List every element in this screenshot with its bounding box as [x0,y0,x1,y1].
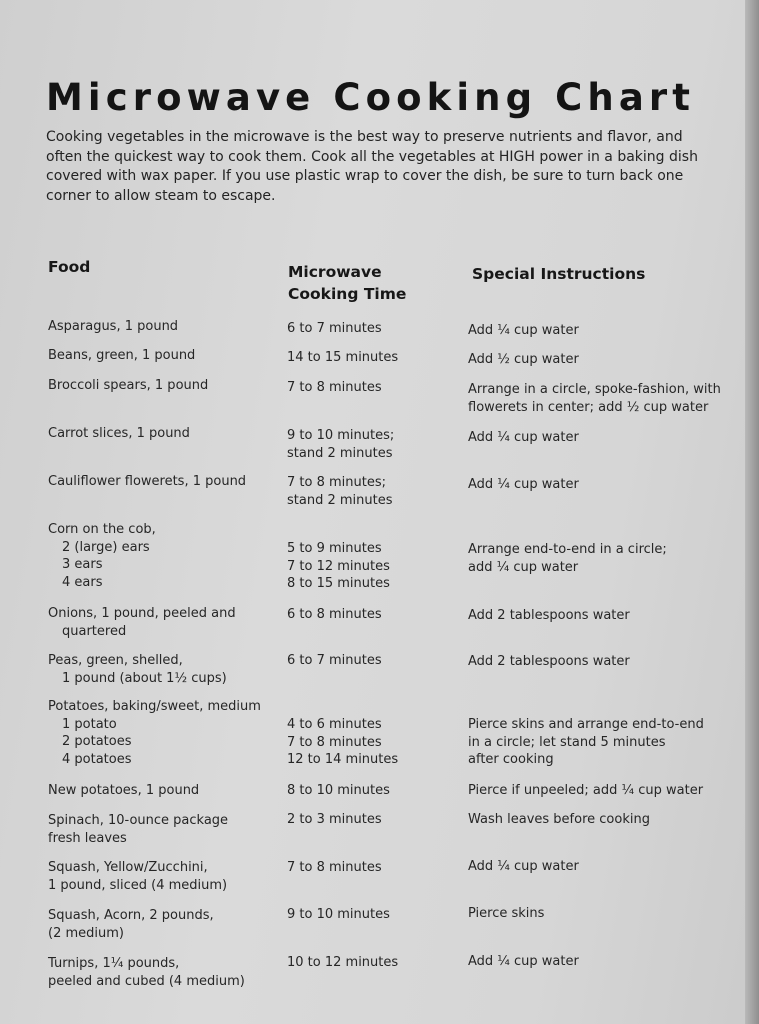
time-line: 7 to 12 minutes [287,558,390,574]
time-line: 9 to 10 minutes [287,907,390,922]
food-cell [48,859,227,894]
instructions-cell [468,351,579,369]
food-cell [48,473,246,491]
header-instructions [472,263,645,285]
instructions-line: Wash leaves before cooking [468,812,650,827]
food-line: 1 pound (about 1½ cups) [62,670,227,686]
time-line: 7 to 8 minutes [287,734,382,750]
instructions-line: Pierce if unpeeled; add ¼ cup water [468,783,704,798]
time-line: 6 to 7 minutes [287,653,382,668]
food-cell [48,782,199,800]
time-line: 7 to 8 minutes [287,380,382,395]
food-line: 2 potatoes [62,734,132,749]
food-line: 4 ears [62,574,103,590]
instructions-line: Add ½ cup water [468,352,579,367]
page-edge [745,0,759,1024]
time-cell [287,606,382,624]
food-line: (2 medium) [48,925,124,941]
food-cell [48,652,227,687]
time-cell [287,474,393,509]
food-line: peeled and cubed (4 medium) [48,973,245,989]
time-line: 6 to 8 minutes [287,607,382,622]
time-cell [287,859,382,877]
instructions-cell [468,905,544,923]
food-cell [48,955,245,990]
time-cell [287,954,398,972]
food-line: Turnips, 1¼ pounds, [48,956,180,971]
instructions-line: Add 2 tablespoons water [468,654,630,669]
instructions-cell [468,381,721,416]
time-line: 8 to 15 minutes [287,576,390,591]
food-line: 3 ears [62,557,103,572]
food-cell [48,425,190,443]
time-line: 2 to 3 minutes [287,812,382,827]
header-time [288,261,406,305]
instructions-line: Add 2 tablespoons water [468,608,630,623]
food-cell [48,347,195,365]
food-cell [48,318,178,336]
instructions-cell [468,607,630,625]
instructions-cell [468,716,704,769]
header-time-label: Microwave [288,263,382,281]
time-cell [287,349,398,367]
instructions-cell [468,476,579,494]
instructions-cell [468,811,650,829]
time-line: 8 to 10 minutes [287,783,390,798]
time-cell [287,540,390,593]
food-line: Spinach, 10-ounce package [48,813,229,828]
time-line: 14 to 15 minutes [287,350,399,365]
time-cell [287,782,390,800]
food-line: Cauliflower flowerets, 1 pound [48,474,247,489]
food-cell [48,812,228,847]
food-line: 2 (large) ears [62,539,150,555]
instructions-cell [468,782,703,800]
food-line: quartered [62,623,127,639]
food-line: 1 pound, sliced (4 medium) [48,877,228,893]
food-line: 4 potatoes [62,751,132,767]
time-line: stand 2 minutes [287,492,393,508]
food-line: Potatoes, baking/sweet, medium [48,699,261,714]
time-cell [287,652,382,670]
instructions-cell [468,322,579,340]
instructions-line: Add ¼ cup water [468,954,579,969]
food-line: Carrot slices, 1 pound [48,426,190,441]
time-line: 7 to 8 minutes [287,860,382,875]
food-line: Asparagus, 1 pound [48,319,179,334]
instructions-line: Arrange end-to-end in a circle; [468,542,667,557]
intro-line: corner to allow steam to escape. [46,187,276,204]
instructions-cell [468,429,579,447]
time-line: 12 to 14 minutes [287,752,399,767]
header-food [48,256,90,278]
instructions-line: Add ¼ cup water [468,323,579,338]
time-cell [287,716,398,769]
time-cell [287,811,382,829]
instructions-cell [468,953,579,971]
time-cell [287,379,382,397]
intro-line: covered with wax paper. If you use plastic wrap to cover the dish, be sure to turn back one [46,168,684,184]
header-food-label: Food [48,258,91,276]
instructions-line: Pierce skins and arrange end-to-end [468,717,704,732]
food-cell [48,605,236,640]
food-cell [48,521,156,591]
food-line: Squash, Acorn, 2 pounds, [48,908,214,923]
instructions-line: in a circle; let stand 5 minutes [468,734,666,750]
time-cell [287,427,394,462]
food-line: Beans, green, 1 pound [48,348,196,363]
instructions-cell [468,541,667,576]
instructions-line: Add ¼ cup water [468,430,579,445]
food-line: 1 potato [62,716,117,732]
instructions-line: Arrange in a circle, spoke-fashion, with [468,382,721,397]
instructions-line: Pierce skins [468,906,545,921]
instructions-line: Add ¼ cup water [468,859,579,874]
instructions-cell [468,653,630,671]
time-line: 6 to 7 minutes [287,321,382,336]
intro-line: Cooking vegetables in the microwave is the best way to preserve nutrients and flavor, and [46,129,683,145]
time-line: stand 2 minutes [287,445,393,461]
time-line: 4 to 6 minutes [287,717,382,732]
time-line: 7 to 8 minutes; [287,475,386,490]
instructions-line: flowerets in center; add ½ cup water [468,399,709,415]
intro-paragraph [46,128,746,206]
instructions-line: after cooking [468,752,554,767]
header-instructions-label: Special Instructions [472,265,646,283]
food-cell [48,907,214,942]
instructions-line: Add ¼ cup water [468,477,579,492]
instructions-line: add ¼ cup water [468,559,579,575]
time-line: 10 to 12 minutes [287,955,399,970]
food-line: fresh leaves [48,830,127,846]
food-line: Squash, Yellow/Zucchini, [48,860,208,875]
food-line: Onions, 1 pound, peeled and [48,606,236,621]
page-title: Microwave Cooking Chart [46,76,696,119]
food-line: Peas, green, shelled, [48,653,183,668]
time-cell [287,906,390,924]
food-cell [48,698,261,768]
header-time-label: Cooking Time [288,285,407,303]
food-line: Broccoli spears, 1 pound [48,378,209,393]
time-line: 5 to 9 minutes [287,541,382,556]
food-line: New potatoes, 1 pound [48,783,200,798]
food-cell [48,377,208,395]
time-cell [287,320,382,338]
time-line: 9 to 10 minutes; [287,428,395,443]
intro-line: often the quickest way to cook them. Cook all the vegetables at HIGH power in a baking dish [46,148,698,165]
food-line: Corn on the cob, [48,522,156,537]
instructions-cell [468,858,579,876]
